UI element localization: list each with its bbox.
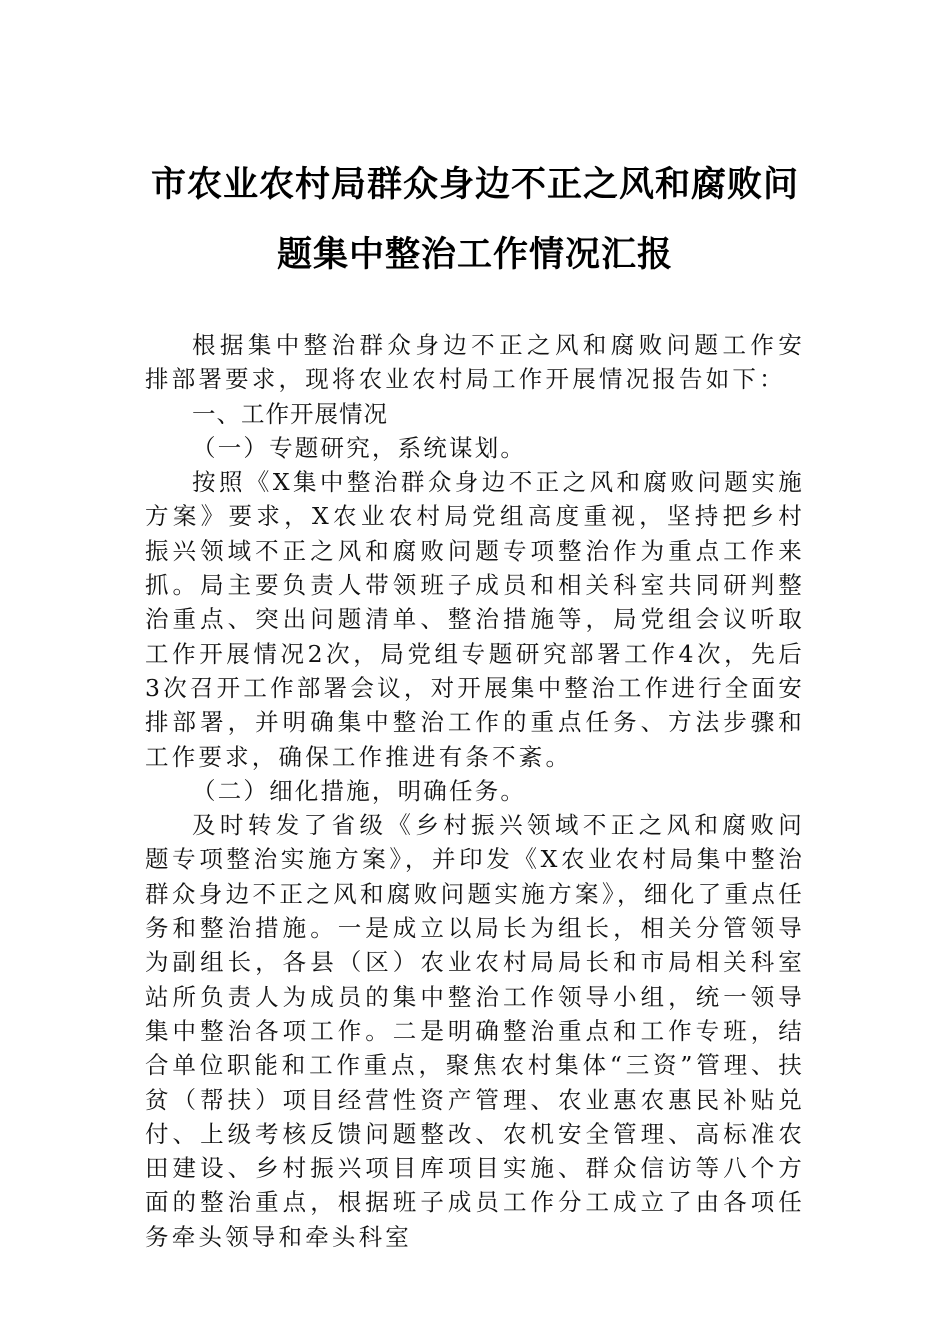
document-body <box>145 328 805 1254</box>
body-paragraph-1: 按照《X集中整治群众身边不正之风和腐败问题实施方案》要求，X农业农村局党组高度重视，坚持把乡村振兴领域不正之风和腐败问题专项整治作为重点工作来抓。局主要负责人带领班子成员和相关科室共同研判整治重点、突出问题清单、整治措施等，局党组会议听取工作开展情况2次，局党组专题研究部署工作4次，先后3次召开工作部署会议，对开展集中整治工作进行全面安排部署，并明确集中整治工作的重点任务、方法步骤和工作要求，确保工作推进有条不紊。 <box>145 468 805 771</box>
body-paragraph-2: 及时转发了省级《乡村振兴领域不正之风和腐败问题专项整治实施方案》，并印发《X农业农村局集中整治群众身边不正之风和腐败问题实施方案》，细化了重点任务和整治措施。一是成立以局长为组长，相关分管领导为副组长，各县（区）农业农村局局长和市局相关科室站所负责人为成员的集中整治工作领导小组，统一领导集中整治各项工作。二是明确整治重点和工作专班，结合单位职能和工作重点，聚焦农村集体“三资”管理、扶贫（帮扶）项目经营性资产管理、农业惠农惠民补贴兑付、上级考核反馈问题整改、农机安全管理、高标准农田建设、乡村振兴项目库项目实施、群众信访等八个方面的整治重点，根据班子成员工作分工成立了由各项任务牵头领导和牵头科室 <box>145 811 805 1251</box>
section-heading-1: 一、工作开展情况 <box>192 399 388 428</box>
subsection-heading-1: （一）专题研究，系统谋划。 <box>192 433 527 462</box>
subsection-heading-2: （二）细化措施，明确任务。 <box>192 776 527 805</box>
intro-paragraph: 根据集中整治群众身边不正之风和腐败问题工作安排部署要求，现将农业农村局工作开展情况报告如下： <box>145 331 805 394</box>
document-title-line-2: 题集中整治工作情况汇报 <box>276 234 673 275</box>
document-title-line-1: 市农业农村局群众身边不正之风和腐败问 <box>150 164 799 205</box>
